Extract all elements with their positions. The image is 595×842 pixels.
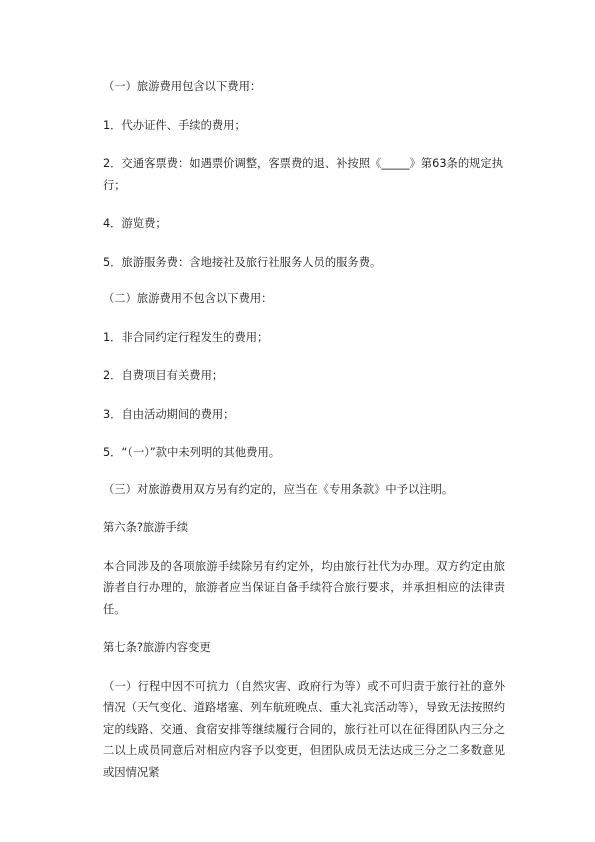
paragraph-excluded-item-2: 2．自费项目有关费用；	[103, 369, 224, 382]
article-7-title: 第七条?旅游内容变更	[103, 641, 211, 654]
paragraph-fee-item-2: 2．交通客票费：如遇票价调整，客票费的退、补按照《_____》第63条的规定执行；	[103, 157, 504, 192]
paragraph-fee-excluded-heading: （二）旅游费用不包含以下费用：	[103, 292, 273, 305]
document-body	[103, 76, 505, 783]
article-6-title: 第六条?旅游手续	[103, 521, 189, 534]
paragraph-fee-item-1: 1．代办证件、手续的费用；	[103, 118, 246, 132]
paragraph-special-terms: （三）对旅游费用双方另有约定的，应当在《专用条款》中予以注明。	[103, 482, 454, 496]
paragraph-article-6-body: 本合同涉及的各项旅游手续除另有约定外，均由旅行社代为办理。双方约定由旅游者自行办理的，旅游者应当保证自备手续符合旅行要求，并承担相应的法律责任。	[103, 559, 505, 616]
paragraph-excluded-item-3: 3．自由活动期间的费用；	[103, 407, 235, 421]
paragraph-fee-included-heading: （一）旅游费用包含以下费用：	[103, 80, 262, 93]
paragraph-fee-item-5: 5．旅游服务费：含地接社及旅行社服务人员的服务费。	[103, 255, 382, 269]
paragraph-excluded-item-5: 5．“（一）”款中未列明的其他费用。	[103, 446, 281, 459]
paragraph-article-7-body: （一）行程中因不可抗力（自然灾害、政府行为等）或不可归责于旅行社的意外情况（天气变化、道路堵塞、列车航班晚点、重大礼宾活动等），导致无法按照约定的线路、交通、食宿安排等继续履行合同的，旅行社可以在征得团队内三分之二以上成员同意后对相应内容予以变更，但团队成员无法达成三分之二多数意见或因情况紧	[103, 679, 505, 779]
paragraph-excluded-item-1: 1．非合同约定行程发生的费用；	[103, 330, 269, 344]
paragraph-fee-item-4: 4．游览费；	[103, 217, 167, 230]
